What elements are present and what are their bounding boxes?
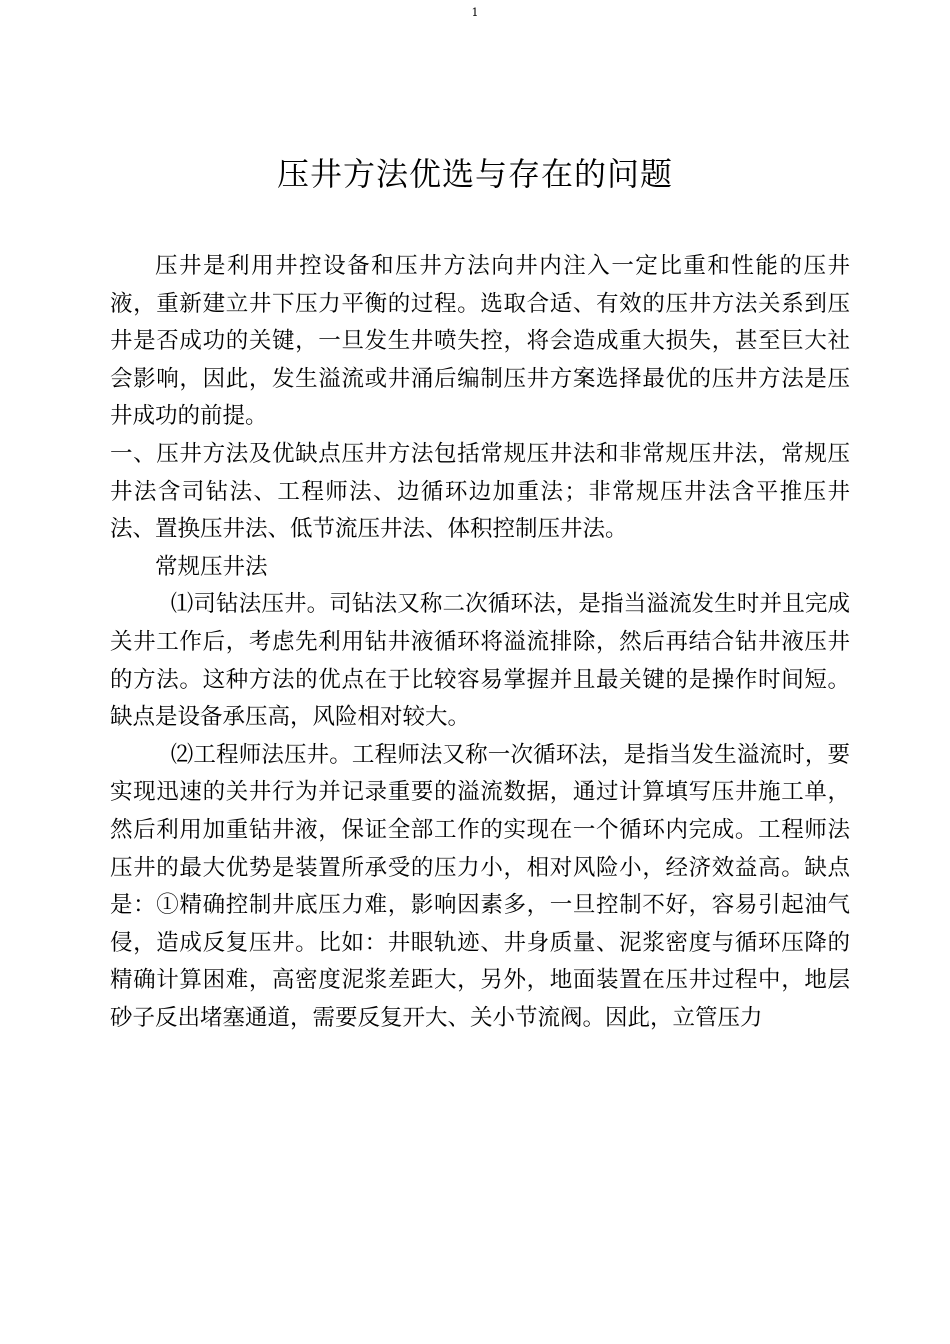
document-body — [110, 248, 850, 1037]
document-title: 压井方法优选与存在的问题 — [276, 155, 673, 193]
driller-method-paragraph: ⑴司钻法压井。司钻法又称二次循环法，是指当溢流发生时并且完成关井工作后，考虑先利用钻井液循环将溢流排除，然后再结合钻井液压井的方法。这种方法的优点在于比较容易掌握并且最关键的是操作时间短。缺点是设备承压高，风险相对较大。 — [110, 591, 850, 731]
page-number: 1 — [471, 6, 479, 19]
engineer-method-paragraph: ⑵工程师法压井。工程师法又称一次循环法，是指当发生溢流时，要实现迅速的关井行为并记录重要的溢流数据，通过计算填写压井施工单，然后利用加重钻井液，保证全部工作的实现在一个循环内完成。工程师法压井的最大优势是装置所承受的压力小，相对风险小，经济效益高。缺点是：①精确控制井底压力难，影响因素多，一旦控制不好，容易引起油气侵，造成反复压井。比如：井眼轨迹、井身质量、泥浆密度与循环压降的精确计算困难，高密度泥浆差距大，另外，地面装置在压井过程中，地层砂子反出堵塞通道，需要反复开大、关小节流阀。因此，立管压力 — [110, 741, 850, 1031]
intro-paragraph: 压井是利用井控设备和压井方法向井内注入一定比重和性能的压井液，重新建立井下压力平衡的过程。选取合适、有效的压井方法关系到压井是否成功的关键，一旦发生井喷失控，将会造成重大损失，甚至巨大社会影响，因此，发生溢流或井涌后编制压井方案选择最优的压井方法是压井成功的前提。 — [110, 253, 850, 430]
subsection-heading: 常规压井法 — [155, 553, 268, 580]
section-one-paragraph: 一、压井方法及优缺点压井方法包括常规压井法和非常规压井法，常规压井法含司钻法、工程师法、边循环边加重法；非常规压井法含平推压井法、置换压井法、低节流压井法、体积控制压井法。 — [110, 440, 850, 543]
